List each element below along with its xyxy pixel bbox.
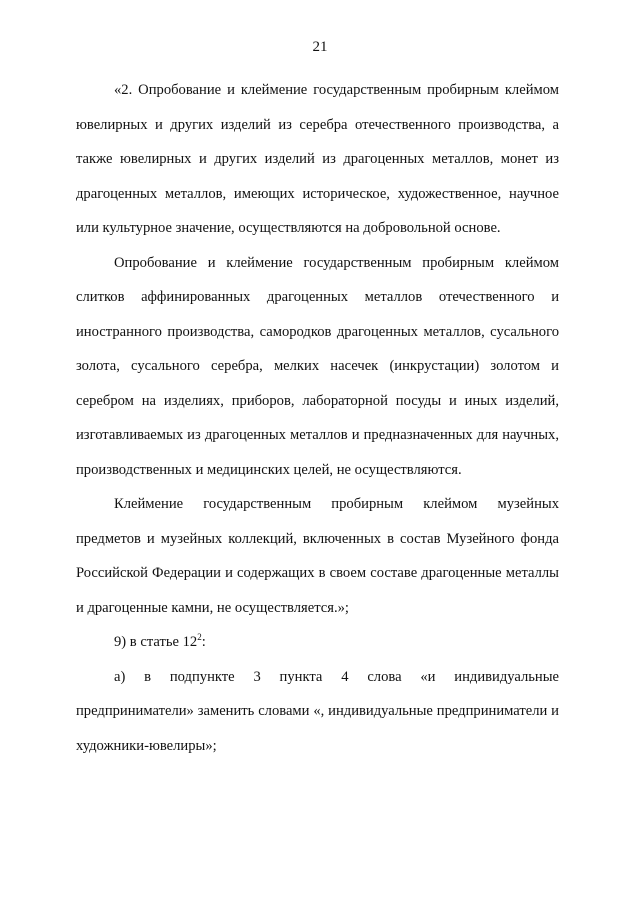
paragraph-assay-voluntary: «2. Опробование и клеймение государственным пробирным клеймом ювелирных и других изделий из серебра отечественного производства, а также ювелирных и других изделий из драгоценных металлов, монет из драгоценных металлов, имеющих историческое, художественное, научное или культурное значение, осуществляются на добровольной основе.: [76, 82, 559, 236]
article-superscript: 2: [197, 632, 202, 643]
paragraph-article-reference: [76, 625, 559, 660]
article-reference-colon: :: [201, 634, 206, 650]
document-body: [76, 73, 559, 763]
paragraph-subpoint-amendment: а) в подпункте 3 пункта 4 слова «и индивидуальные предприниматели» заменить словами «, индивидуальные предприниматели и художники-ювелиры»;: [76, 668, 559, 754]
paragraph-museum-items: Клеймение государственным пробирным клеймом музейных предметов и музейных коллекций, включенных в состав Музейного фонда Российской Федерации и содержащих в своем составе драгоценные металлы и драгоценные камни, не осуществляется.»;: [76, 496, 559, 616]
page-number: 21: [312, 39, 328, 55]
paragraph-assay-not-performed: Опробование и клеймение государственным пробирным клеймом слитков аффинированных драгоценных металлов отечественного и иностранного производства, самородков драгоценных металлов, сусального золота, сусального серебра, мелких насечек (инкрустации) золотом и серебром на изделиях, приборов, лабораторной посуды и иных изделий, изготавливаемых из драгоценных металлов и предназначенных для научных, производственных и медицинских целей, не осуществляются.: [76, 254, 559, 478]
article-reference-text: 9) в статье 12: [114, 634, 198, 650]
